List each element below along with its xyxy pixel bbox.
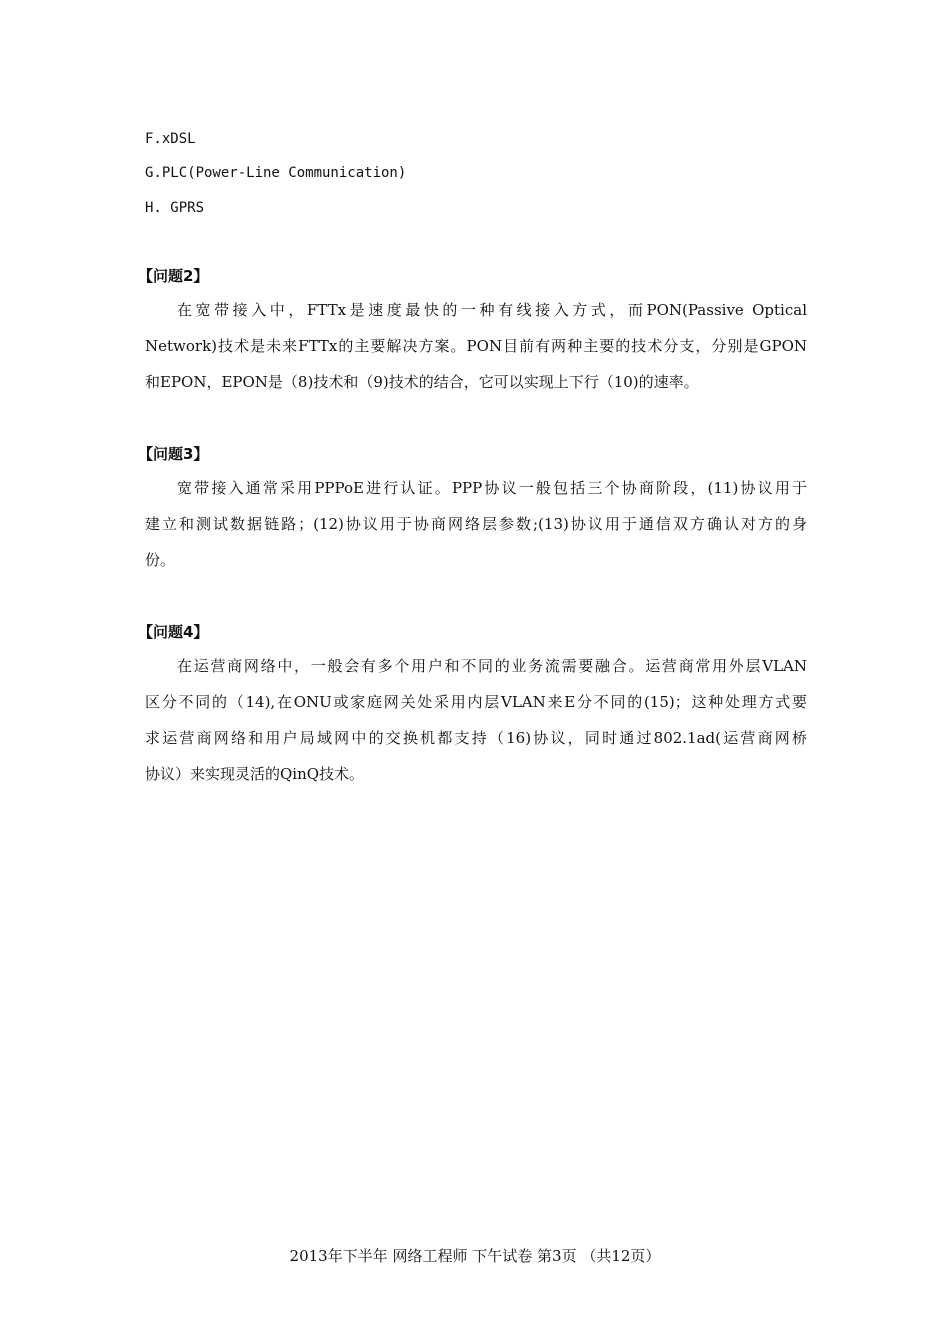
q4-line-1: 在运营商网络中，一般会有多个用户和不同的业务流需要融合。运营商常用外层VLAN [177, 657, 807, 675]
q4-paragraph [145, 648, 807, 792]
q3-paragraph [145, 470, 807, 578]
option-g: G.PLC(Power-Line Communication) [145, 165, 407, 181]
q4-line-3: 求运营商网络和用户局域网中的交换机都支持（16)协议，同时通过802.1ad(运营商网桥 [145, 729, 807, 747]
option-f: F.xDSL [145, 131, 196, 147]
q2-line-2: Network)技术是未来FTTx的主要解决方案。PON目前有两种主要的技术分支，分别是GPON [145, 337, 807, 355]
option-h: H. GPRS [145, 200, 205, 216]
q2-heading: 【问题2】 [138, 267, 209, 285]
q4-line-4: 协议）来实现灵活的QinQ技术。 [145, 765, 365, 783]
q4-heading: 【问题4】 [138, 623, 209, 641]
q3-heading: 【问题3】 [138, 445, 209, 463]
q3-line-2: 建立和测试数据链路；(12)协议用于协商网络层参数;(13)协议用于通信双方确认对方的身 [145, 515, 807, 533]
page-footer: 2013年下半年 网络工程师 下午试卷 第3页 （共12页） [289, 1247, 661, 1265]
q2-paragraph [145, 292, 807, 400]
q3-line-3: 份。 [145, 551, 176, 569]
q2-line-1: 在宽带接入中，FTTx是速度最快的一种有线接入方式，而PON(Passive Optical [177, 301, 807, 319]
q4-line-2: 区分不同的（14),在ONU或家庭网关处采用内层VLAN来E分不同的(15)；这种处理方式要 [145, 693, 807, 711]
q3-line-1: 宽带接入通常采用PPPoE进行认证。PPP协议一般包括三个协商阶段，(11)协议用于 [177, 479, 807, 497]
q2-line-3: 和EPON，EPON是（8)技术和（9)技术的结合，它可以实现上下行（10)的速率。 [145, 373, 699, 391]
